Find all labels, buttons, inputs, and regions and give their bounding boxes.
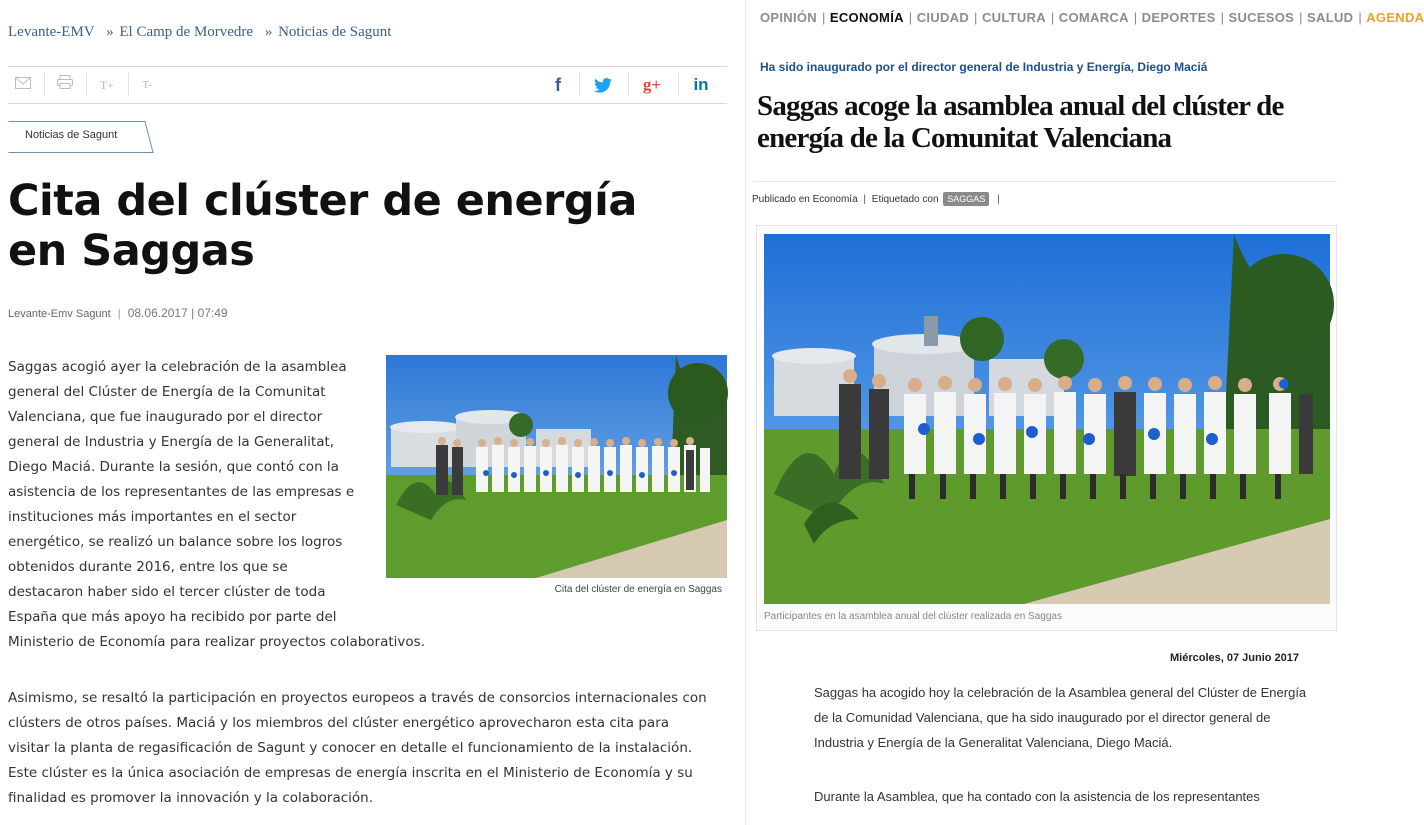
googleplus-icon[interactable]: g+ [642, 75, 662, 94]
toolbar-divider [628, 73, 629, 97]
article-paragraph-1 [8, 355, 448, 655]
tag-chip[interactable]: SAGGAS [943, 192, 989, 206]
breadcrumb-site-link[interactable]: Levante-EMV [8, 24, 95, 40]
toolbar-divider [86, 73, 87, 97]
nav-item-cultura[interactable]: CULTURA [981, 10, 1046, 25]
paragraph-line: Ministerio de Economía para realizar proyectos colaborativos. [8, 634, 425, 650]
breadcrumb [8, 24, 391, 41]
mail-icon[interactable] [10, 75, 36, 95]
toolbar-divider [579, 73, 580, 97]
paragraph-line: visitar la planta de regasificación de Sagunt y conocer en detalle el funcionamiento de la instalación. [8, 740, 693, 756]
breadcrumb-section-link[interactable]: El Camp de Morvedre [119, 24, 254, 40]
toolbar-divider [128, 73, 129, 97]
paragraph-line: Asimismo, se resaltó la participación en proyectos europeos a través de consorcios internacionales con [8, 690, 707, 706]
page-title: Cita del clúster de energía en Saggas [8, 176, 637, 276]
paragraph-line: clústers de otros países. Maciá y los miembros del clúster energético aprovecharon esta cita para [8, 715, 670, 731]
photo-caption: Cita del clúster de energía en Saggas [554, 584, 722, 595]
nav-item-sucesos[interactable]: SUCESOS [1228, 10, 1295, 25]
byline: Levante-Emv Sagunt | 08.06.2017 | 07:49 [8, 306, 228, 320]
text-increase-icon[interactable]: T+ [99, 78, 115, 92]
paragraph-line: obtenidos durante 2016, entre los que se [8, 559, 288, 575]
paragraph-line: Saggas acogió ayer la celebración de la asamblea [8, 359, 347, 375]
article-paragraph-1: Saggas ha acogido hoy la celebración de la Asamblea general del Clúster de Energía de la Comunidad Valenciana, que ha sido inaugurado por el director general de Industria y Energía de la Generalitat Valenciana, Diego Maciá. [814, 685, 1307, 750]
nav-item-comarca[interactable]: COMARCA [1058, 10, 1129, 25]
nav-item-economia[interactable]: ECONOMÍA [829, 10, 904, 25]
toolbar-divider [678, 73, 679, 97]
paragraph-line: general de Industria y Energía de la Generalitat, [8, 434, 335, 450]
paragraph-line: España que más apoyo ha recibido por parte del [8, 609, 337, 625]
facebook-icon[interactable]: f [555, 75, 561, 95]
nav-item-opinion[interactable]: OPINIÓN [760, 10, 817, 25]
paragraph-line: finalidad es promover la innovación y la colaboración. [8, 790, 374, 806]
tagged-label: Etiquetado con [871, 194, 939, 205]
paragraph-line: Valenciana, que fue inaugurado por el director [8, 409, 323, 425]
second-article-panel [745, 0, 1424, 825]
twitter-icon[interactable] [583, 74, 623, 96]
byline-datetime: 08.06.2017 | 07:49 [127, 306, 228, 320]
article-subtitle: Ha sido inaugurado por el director general de Industria y Energía, Diego Maciá [760, 60, 1208, 74]
paragraph-line: instituciones más importantes en el sector [8, 509, 297, 525]
article-toolbar [8, 66, 727, 104]
linkedin-icon[interactable]: in [693, 75, 709, 94]
photo-caption: Participantes en la asamblea anual del clúster realizada en Saggas [764, 611, 1062, 622]
photo-card [756, 225, 1337, 631]
print-icon[interactable] [52, 75, 78, 95]
published-in-link[interactable]: Publicado en Economía [752, 194, 858, 205]
article-paragraph-2 [8, 686, 735, 811]
page-title: Saggas acoge la asamblea anual del clúster de energía de la Comunitat Valenciana [757, 90, 1284, 154]
text-decrease-icon[interactable]: T- [142, 79, 152, 91]
breadcrumb-separator: » [106, 24, 114, 40]
nav-item-agenda[interactable]: AGENDA [1366, 10, 1424, 25]
article-photo[interactable] [386, 355, 727, 578]
byline-author: Levante-Emv Sagunt [8, 308, 111, 320]
section-tag[interactable] [8, 121, 154, 152]
section-nav: OPINIÓN | ECONOMÍA | CIUDAD | CULTURA | COMARCA | DEPORTES | SUCESOS | SALUD | AGENDA [760, 10, 1424, 25]
article-date: Miércoles, 07 Junio 2017 [1169, 652, 1299, 664]
paragraph-line: general del Clúster de Energía de la Comunitat [8, 384, 326, 400]
toolbar-divider [44, 73, 45, 97]
paragraph-line: Diego Maciá. Durante la sesión, que contó con la [8, 459, 339, 475]
paragraph-line: destacaron haber sido el tercer clúster de toda [8, 584, 326, 600]
breadcrumb-subsection-link[interactable]: Noticias de Sagunt [278, 24, 392, 40]
section-tag-label: Noticias de Sagunt [25, 129, 118, 141]
nav-item-salud[interactable]: SALUD [1307, 10, 1354, 25]
nav-item-ciudad[interactable]: CIUDAD [916, 10, 970, 25]
nav-item-deportes[interactable]: DEPORTES [1141, 10, 1216, 25]
paragraph-line: energético, se realizó un balance sobre los logros [8, 534, 343, 550]
article-meta: Publicado en Economía | Etiquetado con SAGGAS | [752, 194, 1000, 205]
paragraph-line: Este clúster es la única asociación de empresas de energía inscrita en el Ministerio de Economía y su [8, 765, 693, 781]
article-paragraph-2: Durante la Asamblea, que ha contado con la asistencia de los representantes [814, 789, 1260, 804]
paragraph-line: asistencia de los representantes de las empresas e [8, 484, 355, 500]
breadcrumb-separator: » [264, 24, 273, 40]
divider [754, 181, 1337, 182]
article-photo[interactable] [764, 234, 1330, 604]
